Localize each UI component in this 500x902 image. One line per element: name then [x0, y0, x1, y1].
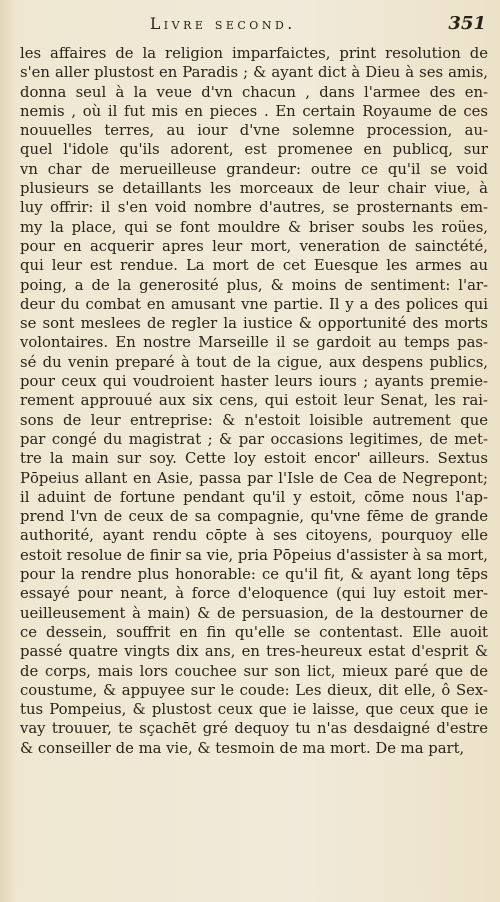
text-line: my la place, qui se font mouldre & briser soubs les roües, [20, 218, 488, 236]
running-head: Livre second. [150, 15, 296, 33]
text-line: nouuelles terres, au iour d'vne solemne procession, au- [20, 122, 488, 140]
text-line: qui leur est rendue. La mort de cet Euesque les armes au [20, 257, 488, 275]
text-line: estoit resolue de finir sa vie, pria Pōpeius d'assister à sa mort, [20, 546, 488, 564]
text-line: nemis , où il fut mis en pieces . En certain Royaume de ces [20, 102, 488, 120]
page-number: 351 [448, 13, 486, 34]
text-line: vay trouuer, te sçachēt gré dequoy tu n'as desdaigné d'estre [20, 720, 488, 738]
text-line: tus Pompeius, & plustost ceux que ie laisse, que ceux que ie [20, 701, 488, 719]
text-line: essayé pour neant, à force d'eloquence (qui luy estoit mer- [20, 585, 488, 603]
text-line: il aduint de fortune pendant qu'il y estoit, cōme nous l'ap- [20, 488, 488, 506]
text-line: pour en acquerir apres leur mort, veneration de sainctété, [20, 237, 488, 255]
text-line: se sont meslees de regler la iustice & opportunité des morts [20, 315, 488, 333]
text-line: les affaires de la religion imparfaictes, print resolution de [20, 45, 488, 62]
text-line: deur du combat en amusant vne partie. Il y a des polices qui [20, 295, 488, 313]
text-line: pour ceux qui voudroient haster leurs iours ; ayants premie- [20, 373, 488, 391]
text-line: s'en aller plustost en Paradis ; & ayant dict à Dieu à ses amis, [20, 64, 488, 82]
page-header [0, 13, 500, 39]
text-line: poing, a de la generosité plus, & moins de sentiment: l'ar- [20, 276, 488, 294]
text-line: pour la rendre plus honorable: ce qu'il fit, & ayant long tēps [20, 566, 488, 584]
text-line: ce dessein, souffrit en fin qu'elle se contentast. Elle auoit [20, 623, 488, 641]
body-text [20, 44, 488, 758]
text-line: ueilleusement à main) & de persuasion, de la destourner de [20, 604, 488, 622]
text-line: volontaires. En nostre Marseille il se gardoit au temps pas- [20, 334, 488, 352]
text-line: luy offrir: il s'en void nombre d'autres, se prosternants em- [20, 199, 488, 217]
text-line: plusieurs se detaillants les morceaux de leur chair viue, à [20, 180, 488, 198]
text-line: coustume, & appuyee sur le coude: Les dieux, dit elle, ô Sex- [20, 681, 488, 699]
text-line: de corps, mais lors couchee sur son lict, mieux paré que de [20, 662, 488, 680]
text-line: vn char de merueilleuse grandeur: outre ce qu'il se void [20, 160, 488, 178]
text-line: quel l'idole qu'ils adorent, est promenee en publicq, sur [20, 141, 488, 159]
text-line: sons de leur entreprise: & n'estoit loisible autrement que [20, 411, 488, 429]
text-line: donna seul à la veue d'vn chacun , dans l'armee des en- [20, 83, 488, 101]
text-line: prend l'vn de ceux de sa compagnie, qu'vne fēme de grande [20, 508, 488, 526]
text-line: passé quatre vingts dix ans, en tres-heureux estat d'esprit & [20, 643, 488, 661]
text-line: rement approuué aux six cens, qui estoit leur Senat, les rai- [20, 392, 488, 410]
text-line: tre la main sur soy. Cette loy estoit encor' ailleurs. Sextus [20, 450, 488, 468]
text-line: authorité, ayant rendu cōpte à ses citoyens, pourquoy elle [20, 527, 488, 545]
text-line: sé du venin preparé à tout de la cigue, aux despens publics, [20, 353, 488, 371]
text-line: Pōpeius allant en Asie, passa par l'Isle de Cea de Negrepont; [20, 469, 488, 487]
text-line: & conseiller de ma vie, & tesmoin de ma mort. De ma part, [20, 739, 465, 757]
text-line: par congé du magistrat ; & par occasions legitimes, de met- [20, 430, 488, 448]
